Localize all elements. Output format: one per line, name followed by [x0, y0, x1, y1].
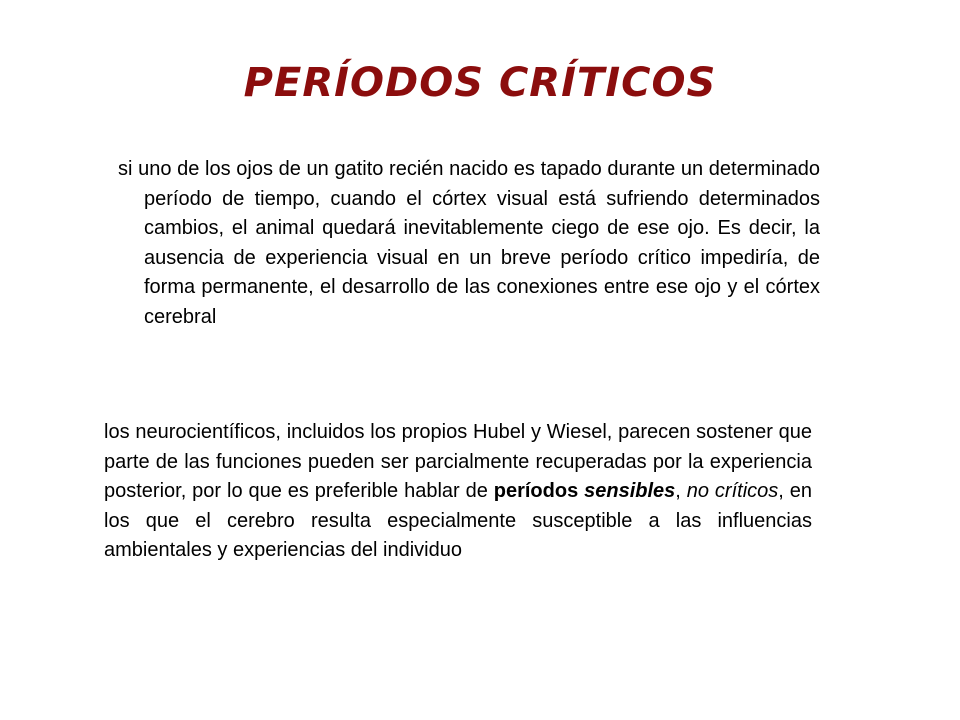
paragraph2-text-part1: los neurocientíficos, incluidos los propios Hubel y Wiesel, parecen sostener que parte de las funciones pueden ser parcialmente recuperadas por la experiencia posterior, por lo que es preferible hablar de: [104, 421, 812, 502]
paragraph-sensitive-periods: [104, 418, 812, 566]
bold-term-periodos: períodos: [493, 480, 579, 502]
paragraph2-text-part3: , en los que el cerebro resulta especialmente susceptible a las influencias ambientales y experiencias del individuo: [104, 480, 812, 561]
paragraph-critical-periods: si uno de los ojos de un gatito recién nacido es tapado durante un determinado período de tiempo, cuando el córtex visual está sufriendo determinados cambios, el animal quedará inevitablemente ciego de ese ojo. Es decir, la ausencia de experiencia visual en un breve período crítico impediría, de forma permanente, el desarrollo de las conexiones entre ese ojo y el córtex cerebral: [118, 158, 820, 328]
slide-title: PERÍODOS CRÍTICOS: [243, 60, 717, 106]
paragraph2-text-part2: ,: [675, 480, 687, 502]
italic-term-no-criticos: no críticos: [686, 480, 779, 502]
bold-italic-term-sensibles: sensibles: [584, 480, 676, 502]
